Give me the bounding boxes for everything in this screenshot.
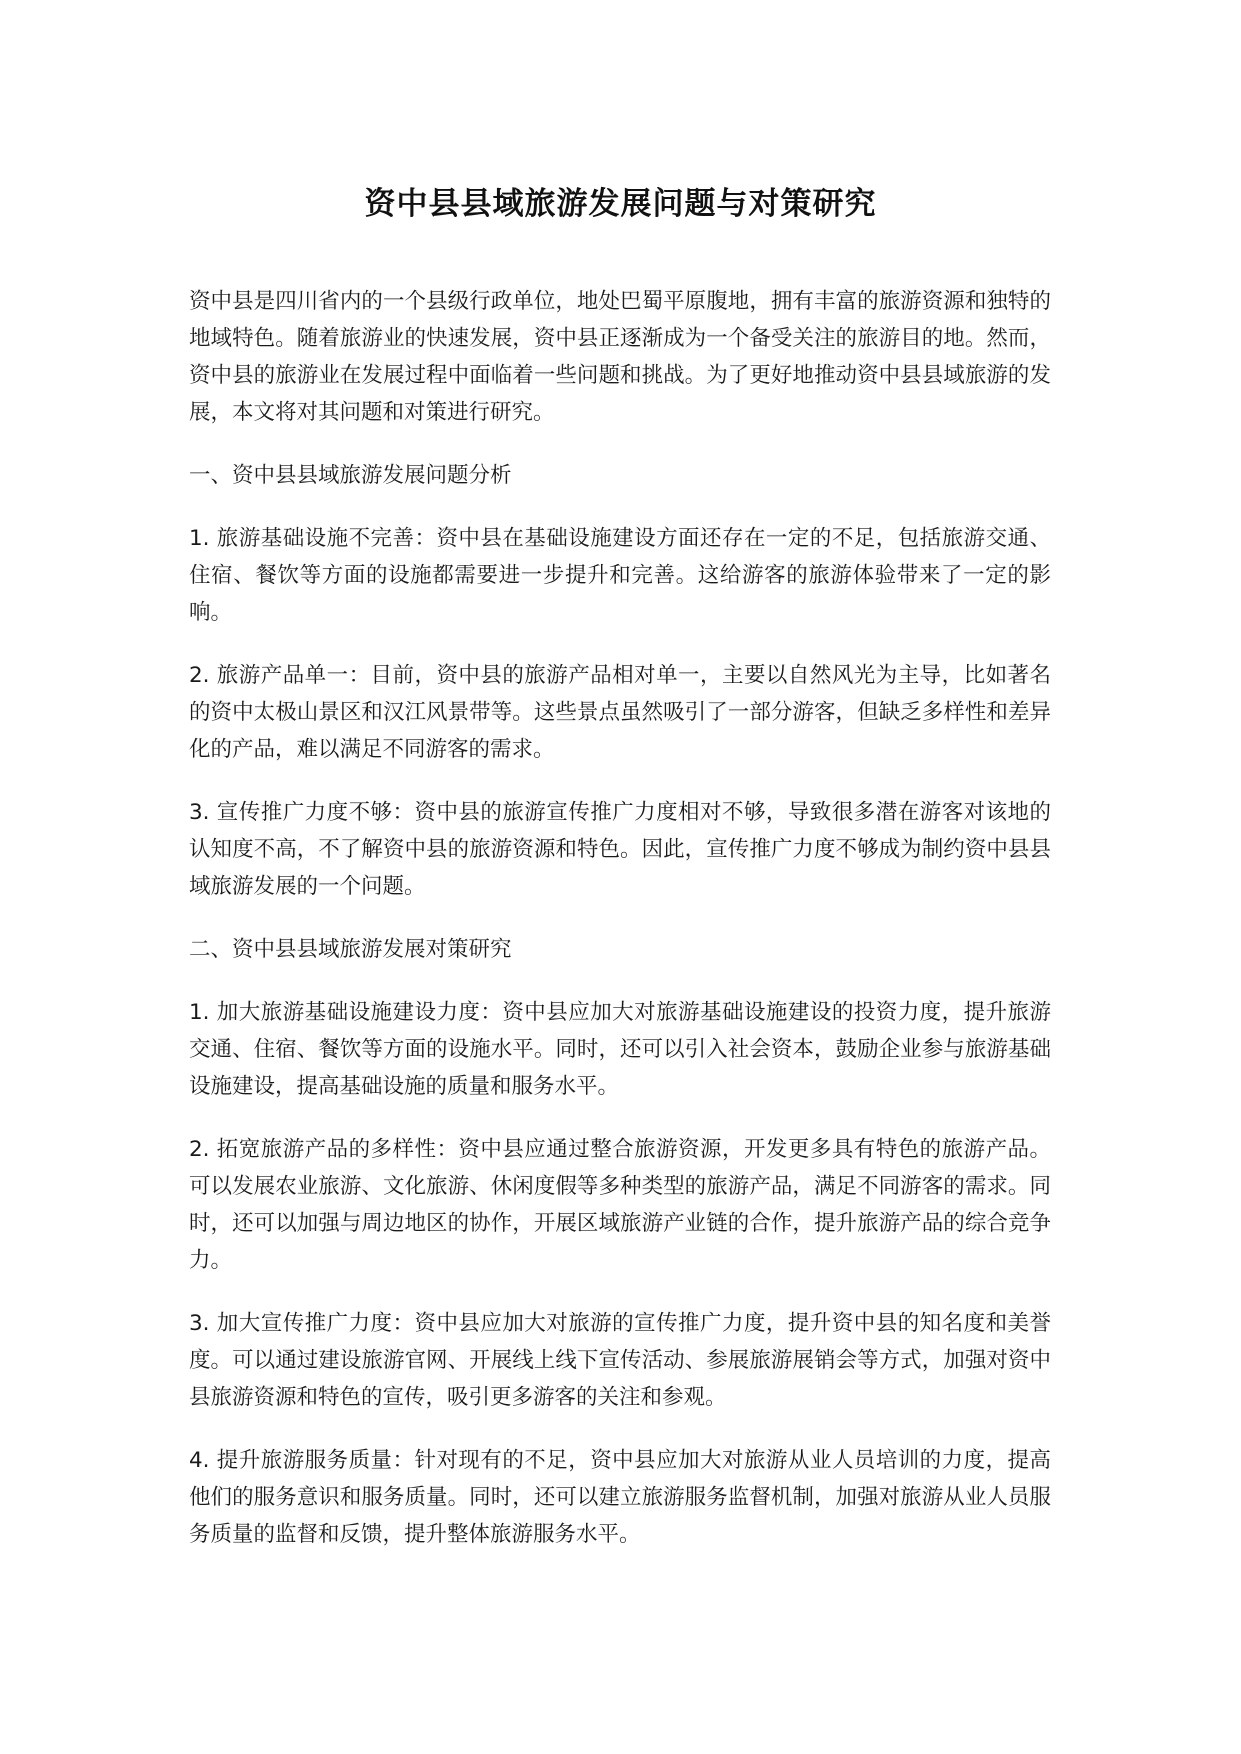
document-title: 资中县县域旅游发展问题与对策研究	[364, 186, 877, 222]
document-body	[189, 283, 1051, 1579]
problem-item-1: 1. 旅游基础设施不完善：资中县在基础设施建设方面还存在一定的不足，包括旅游交通、住宿、餐饮等方面的设施都需要进一步提升和完善。这给游客的旅游体验带来了一定的影响。	[189, 526, 1051, 625]
countermeasure-item-3: 3. 加大宣传推广力度：资中县应加大对旅游的宣传推广力度，提升资中县的知名度和美誉度。可以通过建设旅游官网、开展线上线下宣传活动、参展旅游展销会等方式，加强对资中县旅游资源和特色的宣传，吸引更多游客的关注和参观。	[189, 1311, 1051, 1410]
section-heading-problems: 一、资中县县域旅游发展问题分析	[189, 463, 512, 488]
countermeasure-item-2: 2. 拓宽旅游产品的多样性：资中县应通过整合旅游资源，开发更多具有特色的旅游产品。可以发展农业旅游、文化旅游、休闲度假等多种类型的旅游产品，满足不同游客的需求。同时，还可以加强与周边地区的协作，开展区域旅游产业链的合作，提升旅游产品的综合竞争力。	[189, 1137, 1051, 1273]
section-heading-countermeasures: 二、资中县县域旅游发展对策研究	[189, 937, 512, 962]
intro-paragraph: 资中县是四川省内的一个县级行政单位，地处巴蜀平原腹地，拥有丰富的旅游资源和独特的地域特色。随着旅游业的快速发展，资中县正逐渐成为一个备受关注的旅游目的地。然而，资中县的旅游业在发展过程中面临着一些问题和挑战。为了更好地推动资中县县域旅游的发展，本文将对其问题和对策进行研究。	[189, 289, 1051, 425]
countermeasure-item-4: 4. 提升旅游服务质量：针对现有的不足，资中县应加大对旅游从业人员培训的力度，提高他们的服务意识和服务质量。同时，还可以建立旅游服务监督机制，加强对旅游从业人员服务质量的监督和反馈，提升整体旅游服务水平。	[189, 1448, 1051, 1547]
problem-item-3: 3. 宣传推广力度不够：资中县的旅游宣传推广力度相对不够，导致很多潜在游客对该地的认知度不高，不了解资中县的旅游资源和特色。因此，宣传推广力度不够成为制约资中县县域旅游发展的一个问题。	[189, 800, 1051, 899]
problem-item-2: 2. 旅游产品单一：目前，资中县的旅游产品相对单一，主要以自然风光为主导，比如著名的资中太极山景区和汉江风景带等。这些景点虽然吸引了一部分游客，但缺乏多样性和差异化的产品，难以满足不同游客的需求。	[189, 663, 1051, 762]
countermeasure-item-1: 1. 加大旅游基础设施建设力度：资中县应加大对旅游基础设施建设的投资力度，提升旅游交通、住宿、餐饮等方面的设施水平。同时，还可以引入社会资本，鼓励企业参与旅游基础设施建设，提高基础设施的质量和服务水平。	[189, 1000, 1051, 1099]
